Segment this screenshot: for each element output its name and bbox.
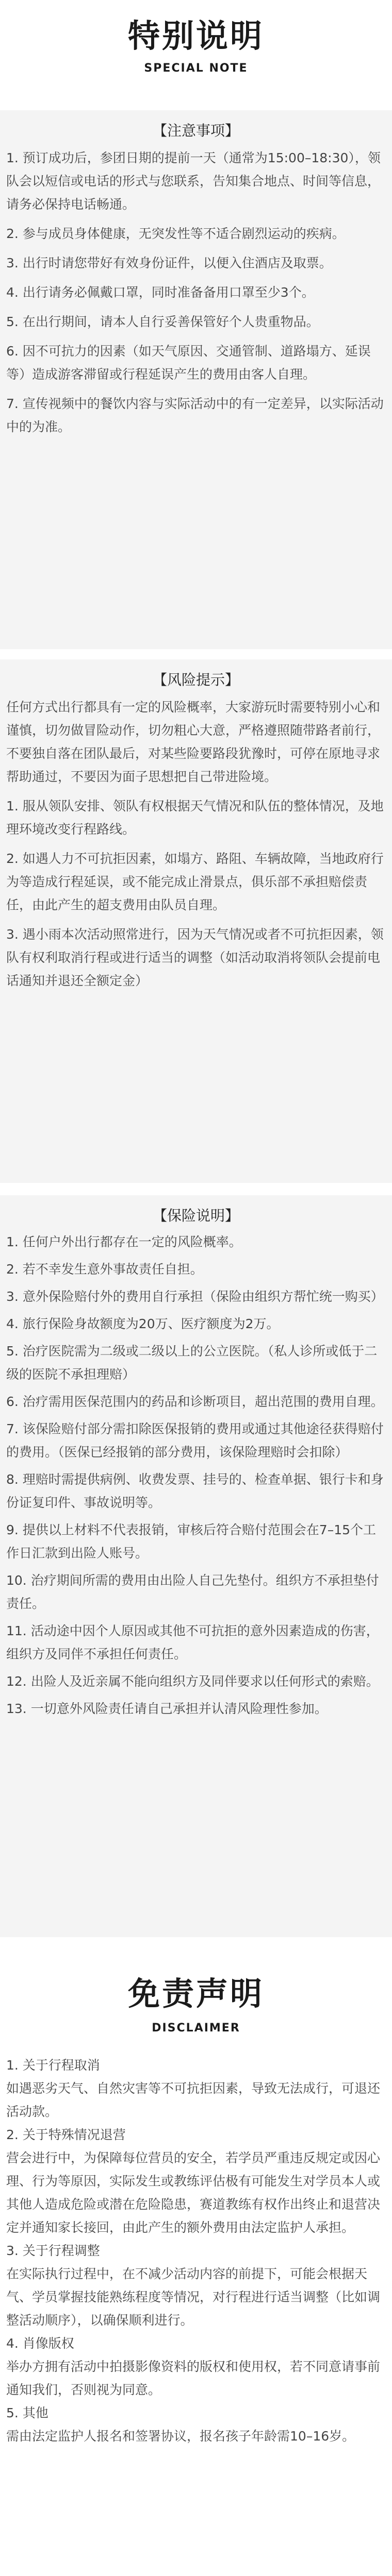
disclaimer-item: 在实际执行过程中，在不减少活动内容的前提下，可能会根据天气、学员掌握技能熟练程度等情况，对行程进行适当调整（比如调整活动顺序），以确保顺利进行。: [6, 2266, 381, 2328]
insurance-panel: [0, 1195, 392, 1937]
insurance-item: 13. 一切意外风险责任请自己承担并认清风险理性参加。: [6, 1701, 328, 1716]
notice-item: 1. 预订成功后，参团日期的提前一天（通常为15:00–18:30），领队会以短信或电话的形式与您联系，告知集合地点、时间等信息，请务必保持电话畅通。: [6, 150, 381, 212]
risk-heading: 【风险提示】: [152, 671, 239, 688]
notice-item: 3. 出行时请您带好有效身份证件，以便入住酒店及取票。: [6, 256, 332, 270]
insurance-item: 5. 治疗医院需为二级或二级以上的公立医院。（私人诊所或低于二级的医院不承担理赔）: [6, 1344, 378, 1382]
insurance-item: 12. 出险人及近亲属不能向组织方及同伴要求以任何形式的索赔。: [6, 1674, 379, 1689]
insurance-item: 6. 治疗需用医保范围内的药品和诊断项目，超出范围的费用自理。: [6, 1394, 384, 1409]
notice-heading: 【注意事项】: [152, 122, 239, 139]
disclaimer-item: 4. 肖像版权: [6, 2336, 74, 2351]
notice-panel: [0, 110, 392, 649]
disclaimer-item: 需由法定监护人报名和签署协议，报名孩子年龄需10–16岁。: [6, 2429, 355, 2444]
risk-item: 3. 遇小雨本次活动照常进行，因为天气情况或者不可抗拒因素，领队有权利取消行程或进行适当的调整（如活动取消将领队会提前电话通知并退还全额定金）: [6, 927, 384, 988]
insurance-item: 11. 活动途中因个人原因或其他不可抗拒的意外因素造成的伤害，组织方及同伴不承担任何责任。: [6, 1623, 379, 1662]
disclaimer-item: 举办方拥有活动中拍摄影像资料的版权和使用权，若不同意请事前通知我们，否则视为同意。: [6, 2359, 381, 2397]
notice-item: 6. 因不可抗力的因素（如天气原因、交通管制、道路塌方、延误等）造成游客滞留或行程延误产生的费用由客人自理。: [6, 344, 371, 382]
disclaimer-item: 1. 关于行程取消: [6, 2058, 100, 2073]
notice-item: 2. 参与成员身体健康，无突发性等不适合剧烈运动的疾病。: [6, 226, 345, 241]
disclaimer-body: [0, 2054, 392, 2576]
insurance-heading: 【保险说明】: [152, 1207, 239, 1224]
risk-panel: [0, 659, 392, 1183]
disclaimer-item: 如遇恶劣天气、自然灾害等不可抗拒因素，导致无法成行，可退还活动款。: [6, 2081, 381, 2119]
risk-item: 2. 如遇人力不可抗拒因素，如塌方、路阻、车辆故障，当地政府行为等造成行程延误，或不能完成止滑景点，俱乐部不承担赔偿责任，由此产生的超支费用由队员自理。: [6, 851, 384, 912]
special-note-subtitle: SPECIAL NOTE: [144, 62, 248, 75]
insurance-item: 1. 任何户外出行都存在一定的风险概率。: [6, 1234, 242, 1249]
special-note-title: 特别说明: [127, 17, 264, 55]
risk-item: 任何方式出行都具有一定的风险概率，大家游玩时需要特别小心和谨慎，切勿做冒险动作，切勿粗心大意，严格遵照随带路者前行，不要独自落在团队最后，对某些险要路段犹豫时，可停在原地寻求帮助通过，不要因为面子思想把自己带进险境。: [6, 700, 381, 784]
disclaimer-item: 营会进行中，为保障每位营员的安全，若学员严重违反规定或因心理、行为等原因，实际发生或教练评估极有可能发生对学员本人或其他人造成危险或潜在危险隐患，赛道教练有权作出终止和退营决定并通知家长接回，由此产生的额外费用由法定监护人承担。: [6, 2150, 381, 2235]
insurance-item: 9. 提供以上材料不代表报销，审核后符合赔付范围会在7–15个工作日汇款到出险人账号。: [6, 1522, 377, 1561]
insurance-item: 2. 若不幸发生意外事故责任自担。: [6, 1262, 203, 1277]
disclaimer-title: 免责声明: [127, 1975, 264, 2012]
notice-item: 7. 宣传视频中的餐饮内容与实际活动中的有一定差异，以实际活动中的为准。: [6, 396, 384, 434]
insurance-item: 4. 旅行保险身故额度为20万、医疗额度为2万。: [6, 1316, 280, 1331]
notice-item: 4. 出行请务必佩戴口罩，同时准备备用口罩至少3个。: [6, 285, 315, 300]
disclaimer-item: 5. 其他: [6, 2405, 48, 2420]
notice-item: 5. 在出行期间，请本人自行妥善保管好个人贵重物品。: [6, 314, 319, 329]
special-note-header: [0, 0, 392, 93]
insurance-item: 8. 理赔时需提供病例、收费发票、挂号的、检查单据、银行卡和身份证复印件、事故说明等。: [6, 1472, 384, 1510]
disclaimer-header: [0, 1973, 392, 2050]
disclaimer-item: 2. 关于特殊情况退营: [6, 2127, 126, 2142]
insurance-item: 3. 意外保险赔付外的费用自行承担（保险由组织方帮忙统一购买）: [6, 1289, 384, 1304]
risk-item: 1. 服从领队安排、领队有权根据天气情况和队伍的整体情况，及地理环境改变行程路线。: [6, 799, 384, 837]
disclaimer-subtitle: DISCLAIMER: [152, 2022, 240, 2035]
insurance-item: 7. 该保险赔付部分需扣除医保报销的费用或通过其他途径获得赔付的费用。（医保已经报销的部分费用，该保险理赔时会扣除）: [6, 1421, 384, 1460]
disclaimer-item: 3. 关于行程调整: [6, 2243, 100, 2258]
insurance-item: 10. 治疗期间所需的费用由出险人自己先垫付。组织方不承担垫付责任。: [6, 1573, 379, 1611]
